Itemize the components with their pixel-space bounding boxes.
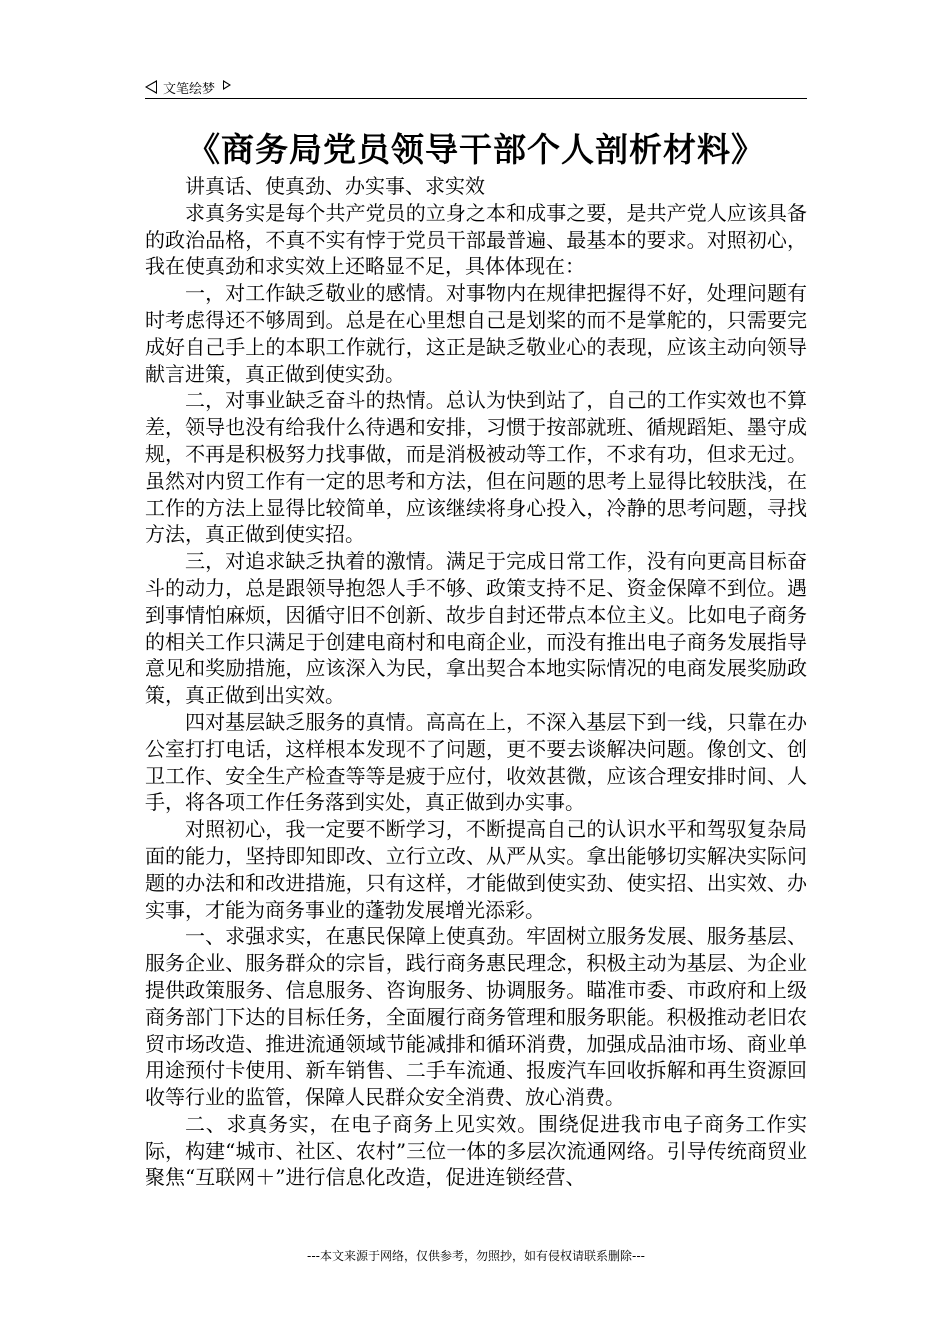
triangle-left-outline-icon: [145, 80, 157, 94]
paragraph: 求真务实是每个共产党员的立身之本和成事之要，是共产党人应该具备的政治品格，不真不实有悖于党员干部最普遍、最基本的要求。对照初心，我在使真劲和求实效上还略显不足，具体体现在：: [145, 200, 807, 279]
header-label: 文笔绘梦: [163, 81, 216, 97]
paragraph: 一、求强求实，在惠民保障上使真劲。牢固树立服务发展、服务基层、服务企业、服务群众的宗旨，践行商务惠民理念，积极主动为基层、为企业提供政策服务、信息服务、咨询服务、协调服务。瞄准市委、市政府和上级商务部门下达的目标任务，全面履行商务管理和服务职能。积极推动老旧农贸市场改造、推进流通领域节能减排和循环消费，加强成品油市场、商业单用途预付卡使用、新车销售、二手车流通、报废汽车回收拆解和再生资源回收等行业的监管，保障人民群众安全消费、放心消费。: [145, 924, 807, 1110]
page-footer-disclaimer: ---本文来源于网络，仅供参考，勿照抄，如有侵权请联系删除---: [307, 1249, 645, 1263]
page-header: [145, 76, 807, 99]
paragraph: 对照初心，我一定要不断学习，不断提高自己的认识水平和驾驭复杂局面的能力，坚持即知即改、立行立改、从严从实。拿出能够切实解决实际问题的办法和和改进措施，只有这样，才能做到使实劲、使实招、出实效、办实事，才能为商务事业的蓬勃发展增光添彩。: [145, 817, 807, 922]
paragraph: 二、求真务实，在电子商务上见实效。围绕促进我市电子商务工作实际，构建“城市、社区、农村”三位一体的多层次流通网络。引导传统商贸业聚焦“互联网＋”进行信息化改造，促进连锁经营、: [145, 1111, 807, 1190]
paragraph: 二，对事业缺乏奋斗的热情。总认为快到站了，自己的工作实效也不算差，领导也没有给我什么待遇和安排，习惯于按部就班、循规蹈矩、墨守成规，不再是积极努力找事做，而是消极被动等工作，不求有功，但求无过。虽然对内贸工作有一定的思考和方法，但在问题的思考上显得比较肤浅，在工作的方法上显得比较简单，应该继续将身心投入，冷静的思考问题，寻找方法，真正做到使实招。: [145, 388, 807, 547]
paragraph: 四对基层缺乏服务的真情。高高在上，不深入基层下到一线，只靠在办公室打打电话，这样根本发现不了问题，更不要去谈解决问题。像创文、创卫工作、安全生产检查等等是疲于应付，收效甚微，应该合理安排时间、人手，将各项工作任务落到实处，真正做到办实事。: [145, 709, 807, 815]
paragraph-subtitle: 讲真话、使真劲、办实事、求实效: [185, 174, 485, 198]
triangle-right-outline-icon: [223, 80, 231, 90]
document-title: 《商务局党员领导干部个人剖析材料》: [187, 130, 765, 169]
paragraph: 三，对追求缺乏执着的激情。满足于完成日常工作，没有向更高目标奋斗的动力，总是跟领导抱怨人手不够、政策支持不足、资金保障不到位。遇到事情怕麻烦，因循守旧不创新、故步自封还带点本位主义。比如电子商务的相关工作只满足于创建电商村和电商企业，而没有推出电子商务发展指导意见和奖励措施，应该深入为民，拿出契合本地实际情况的电商发展奖励政策，真正做到出实效。: [145, 549, 807, 708]
document-body: [145, 173, 807, 1191]
paragraph: 一，对工作缺乏敬业的感情。对事物内在规律把握得不好，处理问题有时考虑得还不够周到。总是在心里想自己是划桨的而不是掌舵的，只需要完成好自己手上的本职工作就行，这正是缺乏敬业心的表现，应该主动向领导献言进策，真正做到使实劲。: [145, 281, 807, 386]
